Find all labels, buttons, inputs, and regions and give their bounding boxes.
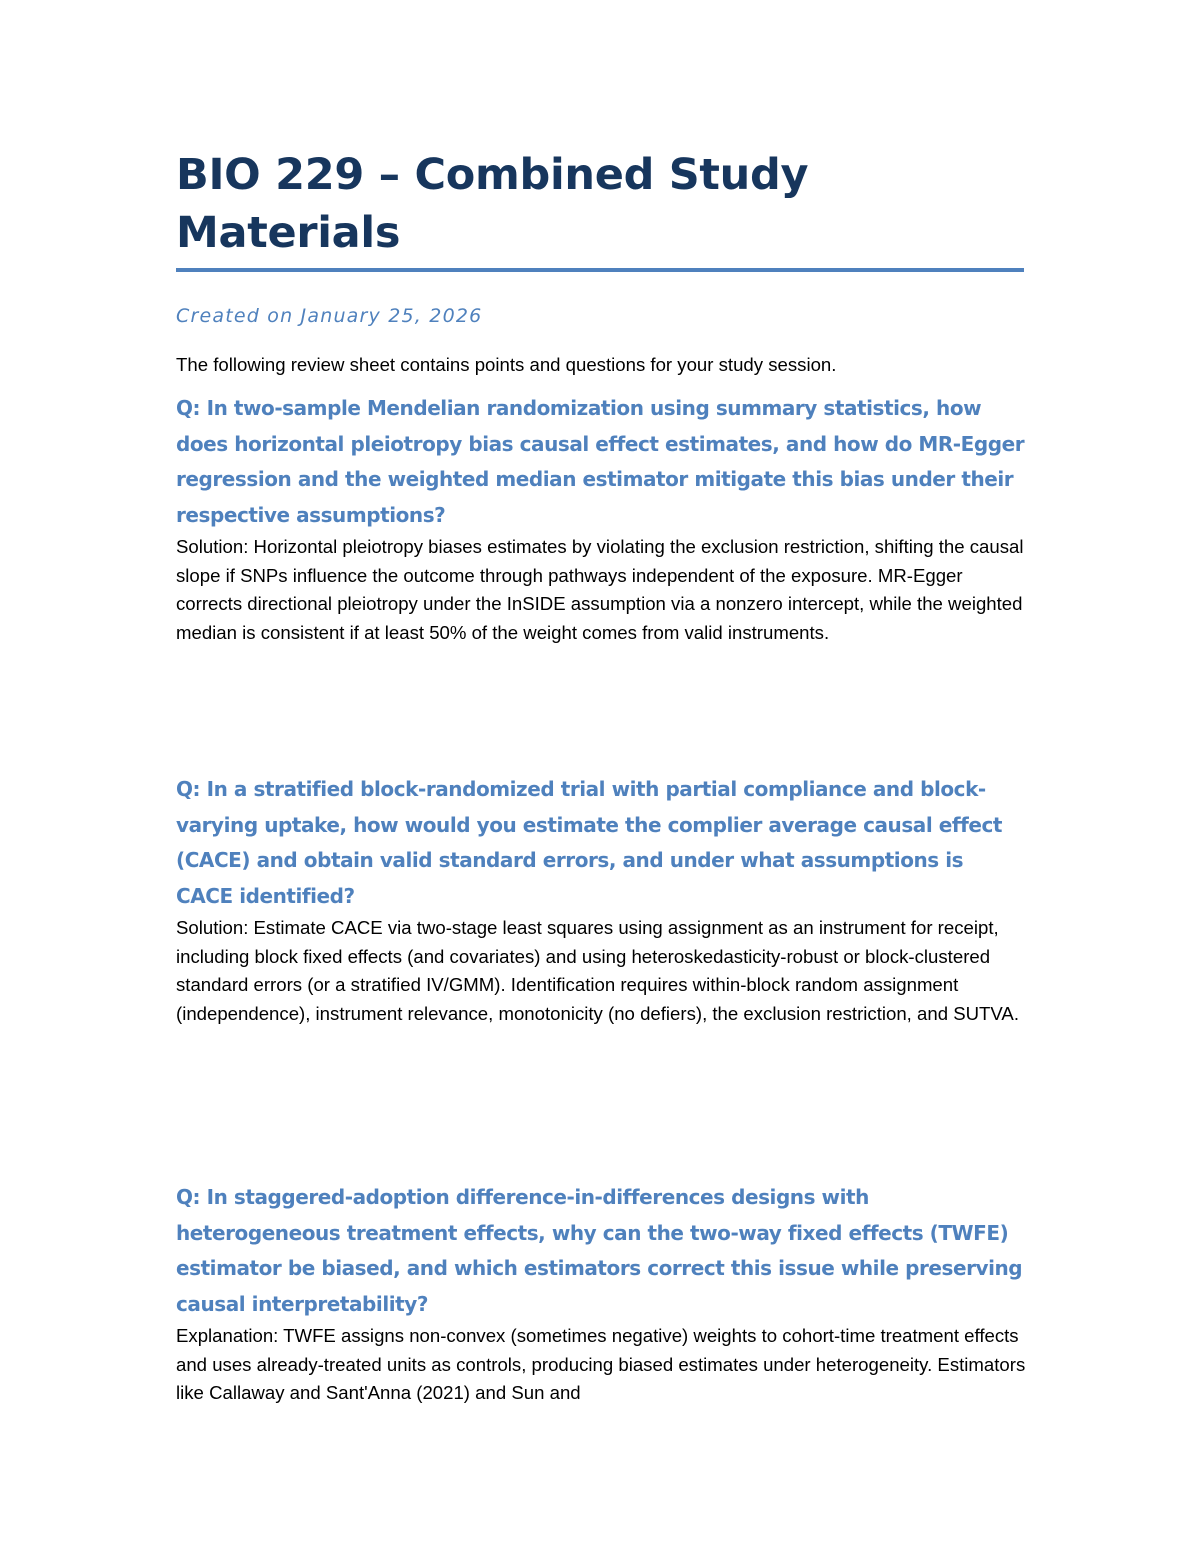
intro-paragraph: The following review sheet contains points and questions for your study session. — [176, 354, 837, 375]
document-page — [176, 146, 1026, 1403]
created-date: Created on January 25, 2026 — [176, 305, 483, 327]
answer-3: Explanation: TWFE assigns non-convex (sometimes negative) weights to cohort-time treatment effects and uses already-treated units as controls, producing biased estimates under heterogeneity. Estimators like Callaway and Sant'Anna (2021) and Sun and — [176, 1325, 1026, 1403]
question-3: Q: In staggered-adoption difference-in-differences designs with heterogeneous treatment effects, why can the two-way fixed effects (TWFE) estimator be biased, and which estimators correct this issue while preserving causal interpretability? — [176, 1185, 1023, 1316]
document-title: BIO 229 – Combined Study Materials — [176, 150, 809, 258]
qa-item-2 — [176, 772, 1026, 1028]
answer-2: Solution: Estimate CACE via two-stage least squares using assignment as an instrument for receipt, including block fixed effects (and covariates) and using heteroskedasticity-robust or block-clustered standard errors (or a stratified IV/GMM). Identification requires within-block random assignment (independence), instrument relevance, monotonicity (no defiers), the exclusion restriction, and SUTVA. — [176, 917, 1019, 1024]
question-2: Q: In a stratified block-randomized trial with partial compliance and block-varying uptake, how would you estimate the complier average causal effect (CACE) and obtain valid standard errors, and under what assumptions is CACE identified? — [176, 777, 1002, 908]
qa-item-3 — [176, 1180, 1026, 1408]
answer-1: Solution: Horizontal pleiotropy biases estimates by violating the exclusion restriction, shifting the causal slope if SNPs influence the outcome through pathways independent of the exposure. MR-Egger corrects directional pleiotropy under the InSIDE assumption via a nonzero intercept, while the weighted median is consistent if at least 50% of the weight comes from valid instruments. — [176, 536, 1024, 643]
question-1: Q: In two-sample Mendelian randomization using summary statistics, how does horizontal pleiotropy bias causal effect estimates, and how do MR-Egger regression and the weighted median estimator mitigate this bias under their respective assumptions? — [176, 396, 1025, 527]
qa-item-1 — [176, 391, 1026, 647]
title-underline — [176, 268, 1024, 272]
